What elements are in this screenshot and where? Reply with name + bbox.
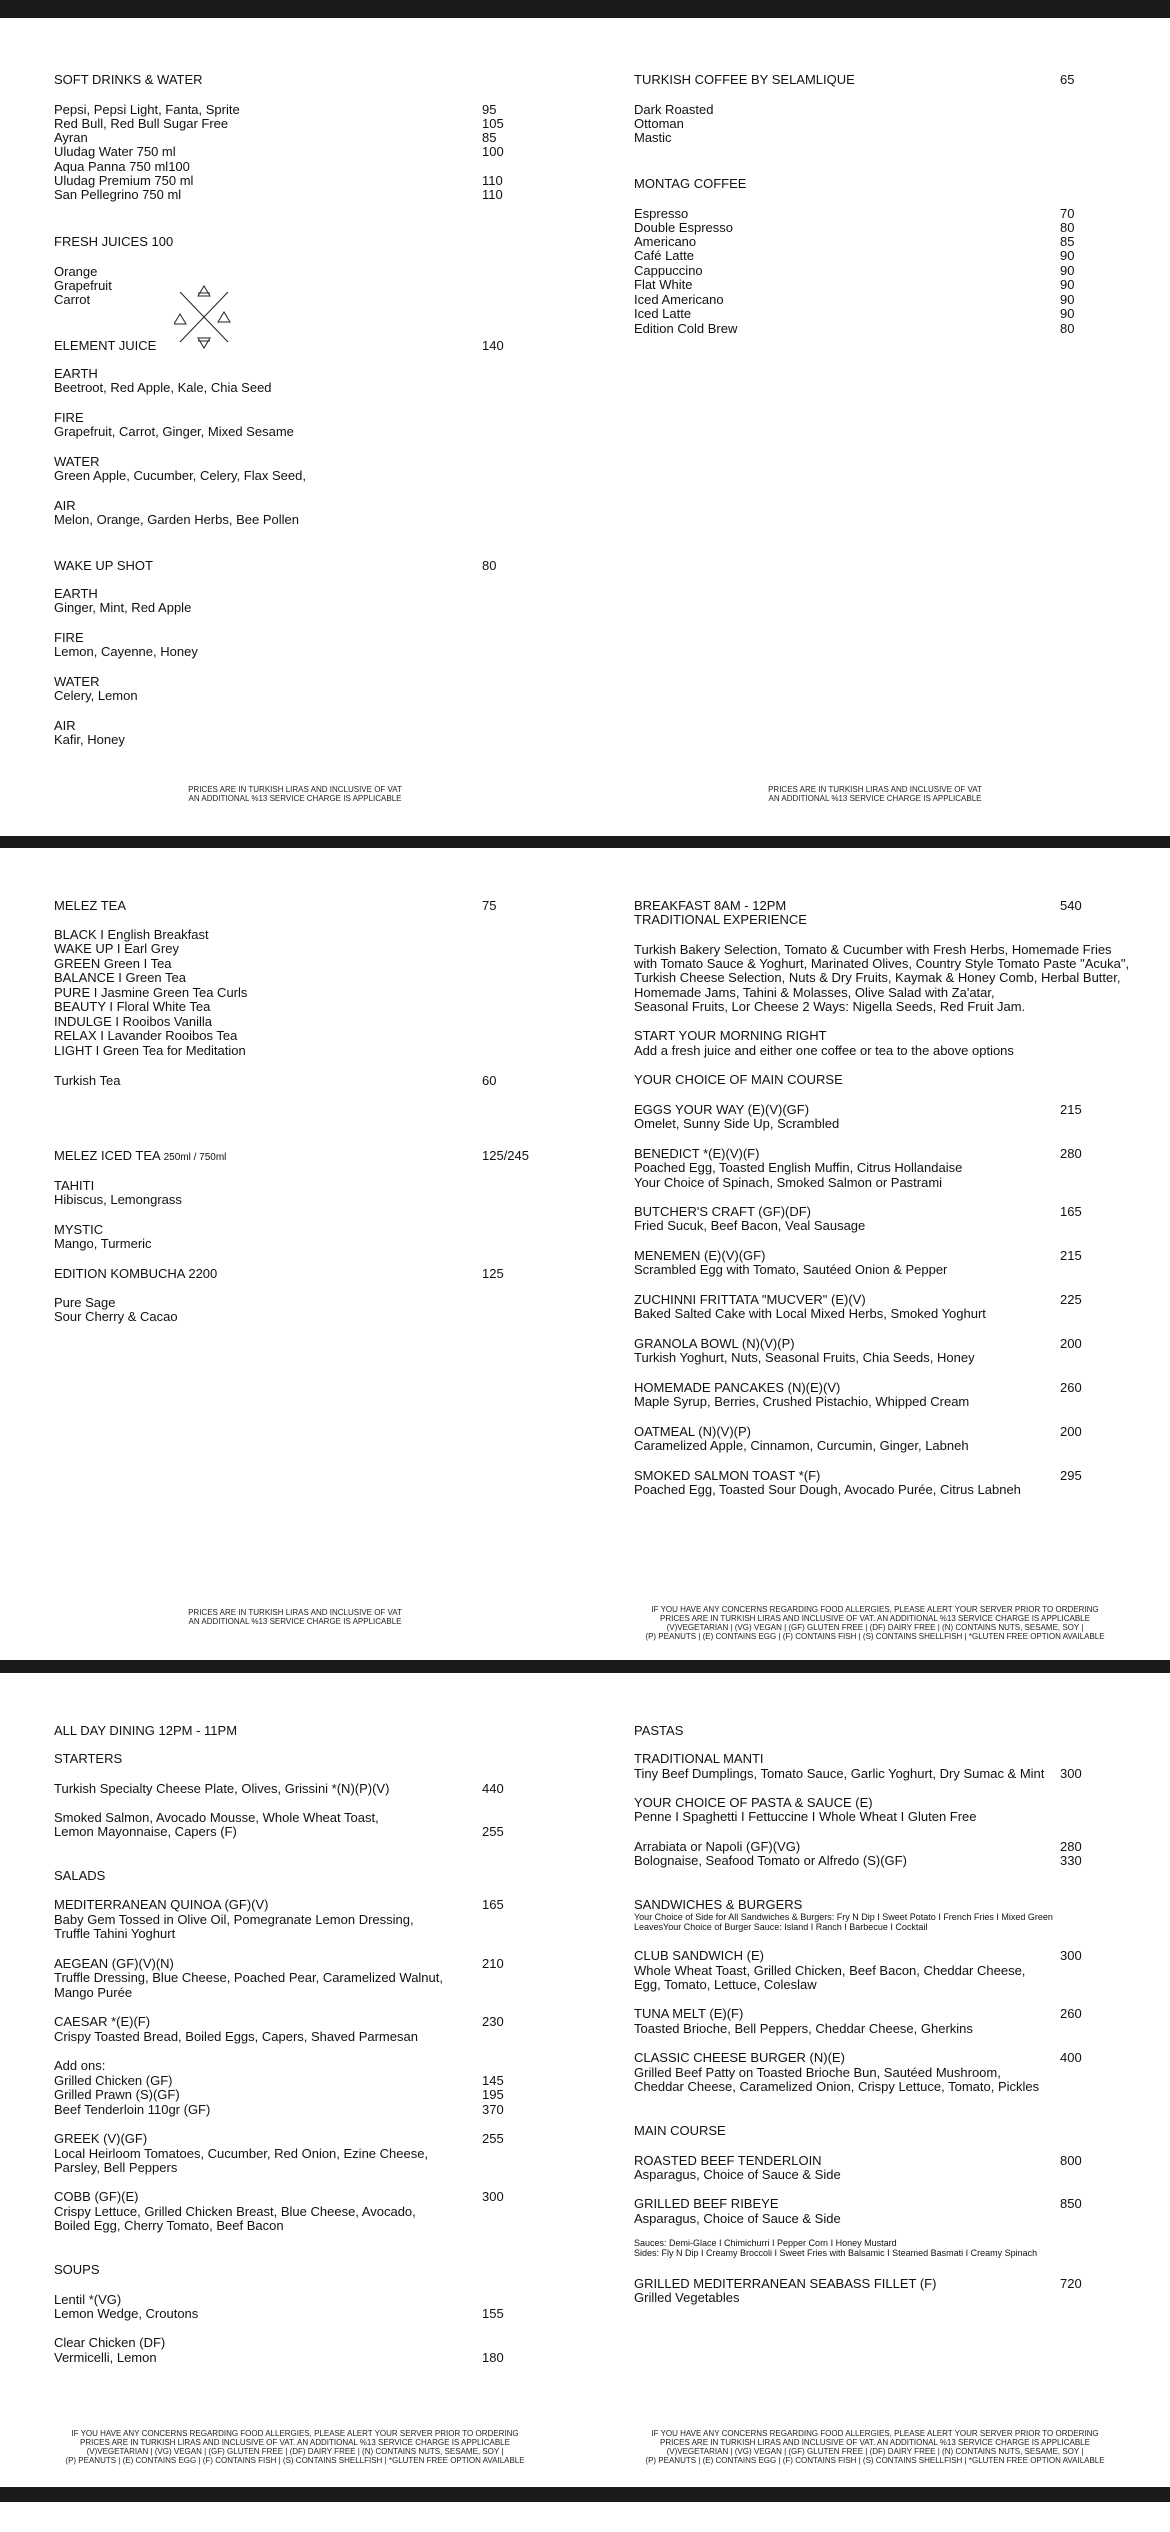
item-price: 100 xyxy=(482,144,504,159)
note: Sauces: Demi-Glace I Chimichurri I Pepper Corn I Honey Mustard xyxy=(634,2238,897,2248)
footer-line: (V)VEGETARIAN | (VG) VEGAN | (GF) GLUTEN FREE | (DF) DAIRY FREE | (N) CONTAINS NUTS, SESAME, SOY | xyxy=(666,1623,1084,1632)
item-price: 90 xyxy=(1060,248,1075,263)
menu-item: San Pellegrino 750 ml xyxy=(54,187,182,202)
item-desc: Tiny Beef Dumplings, Tomato Sauce, Garlic Yoghurt, Dry Sumac & Mint xyxy=(634,1766,1045,1781)
footer-line: (V)VEGETARIAN | (VG) VEGAN | (GF) GLUTEN FREE | (DF) DAIRY FREE | (N) CONTAINS NUTS, SESAME, SOY | xyxy=(666,2447,1084,2456)
item-name: EGGS YOUR WAY (E)(V)(GF) xyxy=(634,1102,810,1117)
menu-item: Bolognaise, Seafood Tomato or Alfredo (S)(GF) xyxy=(634,1853,907,1868)
item-price: 200 xyxy=(1060,1336,1082,1351)
item-desc: Ginger, Mint, Red Apple xyxy=(54,600,192,615)
item-desc: Crispy Lettuce, Grilled Chicken Breast, Blue Cheese, Avocado, xyxy=(54,2204,416,2219)
item-price: 370 xyxy=(482,2102,504,2117)
item-price: 90 xyxy=(1060,277,1075,292)
item-desc: Poached Egg, Toasted English Muffin, Citrus Hollandaise xyxy=(634,1160,963,1175)
section-title-montag: MONTAG COFFEE xyxy=(634,176,747,191)
item-desc: Asparagus, Choice of Sauce & Side xyxy=(634,2167,841,2182)
item-desc: Mango Purée xyxy=(54,1985,133,2000)
item-name: WATER xyxy=(54,674,100,689)
item-price: 255 xyxy=(482,2131,504,2146)
menu-page-tea-breakfast xyxy=(0,848,1170,1660)
item-name: EARTH xyxy=(54,366,98,381)
item-price: 280 xyxy=(1060,1839,1082,1854)
menu-item: Edition Cold Brew xyxy=(634,321,738,336)
item-price: 125/245 xyxy=(482,1148,529,1163)
item-desc: Toasted Brioche, Bell Peppers, Cheddar Cheese, Gherkins xyxy=(634,2021,973,2036)
item-price: 280 xyxy=(1060,1146,1082,1161)
item-price: 215 xyxy=(1060,1248,1082,1263)
section-title-turkish-coffee: TURKISH COFFEE BY SELAMLIQUE xyxy=(634,72,855,87)
item-desc: Mango, Turmeric xyxy=(54,1236,152,1251)
item-price: 850 xyxy=(1060,2196,1082,2211)
menu-item: Ottoman xyxy=(634,116,684,131)
menu-item: RELAX I Lavander Rooibos Tea xyxy=(54,1028,238,1043)
section-title-iced-tea xyxy=(54,1148,226,1165)
item-name: GRANOLA BOWL (N)(V)(P) xyxy=(634,1336,795,1351)
item-price: 140 xyxy=(482,338,504,353)
item-desc: Turkish Bakery Selection, Tomato & Cucumber with Fresh Herbs, Homemade Fries xyxy=(634,942,1112,957)
footer-line: PRICES ARE IN TURKISH LIRAS AND INCLUSIVE OF VAT xyxy=(768,785,982,794)
item-price: 145 xyxy=(482,2073,504,2088)
menu-item: Ayran xyxy=(54,130,88,145)
item-desc: Lemon Wedge, Croutons xyxy=(54,2306,199,2321)
item-name: CLUB SANDWICH (E) xyxy=(634,1948,765,1963)
footer-line: PRICES ARE IN TURKISH LIRAS AND INCLUSIVE OF VAT. AN ADDITIONAL %13 SERVICE CHARGE IS APPLICABLE xyxy=(660,1614,1090,1623)
menu-item: Americano xyxy=(634,234,697,249)
item-name: MENEMEN (E)(V)(GF) xyxy=(634,1248,766,1263)
item-price: 60 xyxy=(482,1073,497,1088)
footer-line: AN ADDITIONAL %13 SERVICE CHARGE IS APPLICABLE xyxy=(768,794,982,803)
item-price: 65 xyxy=(1060,72,1075,87)
item-desc: Parsley, Bell Peppers xyxy=(54,2160,178,2175)
item-desc: Add a fresh juice and either one coffee or tea to the above options xyxy=(634,1043,1014,1058)
footer-line: IF YOU HAVE ANY CONCERNS REGARDING FOOD ALLERGIES, PLEASE ALERT YOUR SERVER PRIOR TO ORDERING xyxy=(651,2429,1099,2438)
iced-tea-title: MELEZ ICED TEA xyxy=(54,1148,160,1163)
item-price: 80 xyxy=(1060,220,1075,235)
menu-item: Dark Roasted xyxy=(634,102,714,117)
menu-item: Pure Sage xyxy=(54,1295,116,1310)
menu-item: Espresso xyxy=(634,206,689,221)
menu-item: Mastic xyxy=(634,130,672,145)
item-price: 105 xyxy=(482,116,504,131)
section-title-soups: SOUPS xyxy=(54,2262,100,2277)
menu-item: Iced Latte xyxy=(634,306,692,321)
item-name: MYSTIC xyxy=(54,1222,104,1237)
item-desc: Caramelized Apple, Cinnamon, Curcumin, Ginger, Labneh xyxy=(634,1438,969,1453)
menu-item: Turkish Tea xyxy=(54,1073,121,1088)
menu-item: Carrot xyxy=(54,292,91,307)
footer-line: PRICES ARE IN TURKISH LIRAS AND INCLUSIVE OF VAT. AN ADDITIONAL %13 SERVICE CHARGE IS APPLICABLE xyxy=(80,2438,510,2447)
item-price: 80 xyxy=(1060,321,1075,336)
item-desc: Cheddar Cheese, Caramelized Onion, Crispy Lettuce, Tomato, Pickles xyxy=(634,2079,1040,2094)
section-title-salads: SALADS xyxy=(54,1868,106,1883)
menu-item: BLACK I English Breakfast xyxy=(54,927,209,942)
item-name: Lentil *(VG) xyxy=(54,2292,122,2307)
item-price: 180 xyxy=(482,2350,504,2365)
footer-line: (V)VEGETARIAN | (VG) VEGAN | (GF) GLUTEN FREE | (DF) DAIRY FREE | (N) CONTAINS NUTS, SESAME, SOY | xyxy=(86,2447,504,2456)
footer-line: PRICES ARE IN TURKISH LIRAS AND INCLUSIVE OF VAT xyxy=(188,1608,402,1617)
footer-line: (P) PEANUTS | (E) CONTAINS EGG | (F) CONTAINS FISH | (S) CONTAINS SHELLFISH | *GLUTEN FREE OPTION AVAILABLE xyxy=(645,2456,1105,2465)
item-desc: Your Choice of Spinach, Smoked Salmon or Pastrami xyxy=(634,1175,943,1190)
section-title-soft-drinks: SOFT DRINKS & WATER xyxy=(54,72,203,87)
section-title-wake-up: WAKE UP SHOT xyxy=(54,558,153,573)
item-name: FIRE xyxy=(54,410,84,425)
item-price: 200 xyxy=(1060,1424,1082,1439)
menu-item: Grilled Chicken (GF) xyxy=(54,2073,173,2088)
item-desc: Grapefruit, Carrot, Ginger, Mixed Sesame xyxy=(54,424,294,439)
menu-item: Iced Americano xyxy=(634,292,724,307)
item-name: GRILLED MEDITERRANEAN SEABASS FILLET (F) xyxy=(634,2276,937,2291)
item-desc: Truffle Dressing, Blue Cheese, Poached Pear, Caramelized Walnut, xyxy=(54,1970,443,1985)
allergy-footer xyxy=(50,2429,540,2465)
menu-item: BEAUTY I Floral White Tea xyxy=(54,999,211,1014)
item-price: 95 xyxy=(482,102,497,117)
item-desc: Baked Salted Cake with Local Mixed Herbs, Smoked Yoghurt xyxy=(634,1306,986,1321)
item-desc: Lemon, Cayenne, Honey xyxy=(54,644,198,659)
item-name: MEDITERRANEAN QUINOA (GF)(V) xyxy=(54,1897,269,1912)
menu-page-all-day-dining xyxy=(0,1673,1170,2487)
iced-tea-sizes: 250ml / 750ml xyxy=(163,1152,227,1163)
item-price: 215 xyxy=(1060,1102,1082,1117)
section-title-breakfast: BREAKFAST 8AM - 12PM xyxy=(634,898,787,913)
item-desc: with Tomato Sauce & Yoghurt, Marinated Olives, Country Style Tomato Paste "Acuka", xyxy=(634,956,1130,971)
item-desc: Grilled Beef Patty on Toasted Brioche Bun, Sautéed Mushroom, xyxy=(634,2065,1001,2080)
item-price: 300 xyxy=(1060,1948,1082,1963)
item-price: 540 xyxy=(1060,898,1082,913)
item-desc: Celery, Lemon xyxy=(54,688,138,703)
addons-title: Add ons: xyxy=(54,2058,106,2073)
vat-footer xyxy=(715,785,1035,803)
item-price: 155 xyxy=(482,2306,504,2321)
footer-line: (P) PEANUTS | (E) CONTAINS EGG | (F) CONTAINS FISH | (S) CONTAINS SHELLFISH | *GLUTEN FREE OPTION AVAILABLE xyxy=(645,1632,1105,1641)
section-title-pastas: PASTAS xyxy=(634,1723,684,1738)
item-name: TRADITIONAL MANTI xyxy=(634,1751,764,1766)
item-name: ROASTED BEEF TENDERLOIN xyxy=(634,2153,822,2168)
footer-line: PRICES ARE IN TURKISH LIRAS AND INCLUSIVE OF VAT xyxy=(188,785,402,794)
item-name: GRILLED BEEF RIBEYE xyxy=(634,2196,779,2211)
item-price: 90 xyxy=(1060,306,1075,321)
item-price: 125 xyxy=(482,1266,504,1281)
item-price: 230 xyxy=(482,2014,504,2029)
footer-line: AN ADDITIONAL %13 SERVICE CHARGE IS APPLICABLE xyxy=(188,794,402,803)
menu-item: WAKE UP I Earl Grey xyxy=(54,941,179,956)
note: LeavesYour Choice of Burger Sauce: Island I Ranch I Barbecue I Cocktail xyxy=(634,1922,928,1932)
item-price: 720 xyxy=(1060,2276,1082,2291)
item-desc: Scrambled Egg with Tomato, Sautéed Onion & Pepper xyxy=(634,1262,948,1277)
item-price: 440 xyxy=(482,1781,504,1796)
item-price: 195 xyxy=(482,2087,504,2102)
item-desc: Melon, Orange, Garden Herbs, Bee Pollen xyxy=(54,512,299,527)
menu-item: Double Espresso xyxy=(634,220,733,235)
subsection-title: START YOUR MORNING RIGHT xyxy=(634,1028,827,1043)
item-name: CAESAR *(E)(F) xyxy=(54,2014,151,2029)
item-name: OATMEAL (N)(V)(P) xyxy=(634,1424,751,1439)
item-desc: Asparagus, Choice of Sauce & Side xyxy=(634,2211,841,2226)
item-price: 165 xyxy=(482,1897,504,1912)
item-name: FIRE xyxy=(54,630,84,645)
menu-item: Smoked Salmon, Avocado Mousse, Whole Wheat Toast, xyxy=(54,1810,379,1825)
menu-item: Grilled Prawn (S)(GF) xyxy=(54,2087,180,2102)
menu-item: Pepsi, Pepsi Light, Fanta, Sprite xyxy=(54,102,240,117)
vat-footer xyxy=(135,785,455,803)
item-price: 295 xyxy=(1060,1468,1082,1483)
item-desc: Boiled Egg, Cherry Tomato, Beef Bacon xyxy=(54,2218,284,2233)
item-desc: Grilled Vegetables xyxy=(634,2290,740,2305)
item-name: AEGEAN (GF)(V)(N) xyxy=(54,1956,174,1971)
item-desc: Maple Syrup, Berries, Crushed Pistachio, Whipped Cream xyxy=(634,1394,970,1409)
item-desc: Turkish Cheese Selection, Nuts & Dry Fruits, Kaymak & Honey Comb, Herbal Butter, xyxy=(634,970,1121,985)
section-title-kombucha: EDITION KOMBUCHA 2200 xyxy=(54,1266,218,1281)
subsection-title: YOUR CHOICE OF PASTA & SAUCE (E) xyxy=(634,1795,873,1810)
section-title-starters: STARTERS xyxy=(54,1751,123,1766)
item-price: 75 xyxy=(482,898,497,913)
subsection-title: YOUR CHOICE OF MAIN COURSE xyxy=(634,1072,843,1087)
item-price: 90 xyxy=(1060,292,1075,307)
item-price: 300 xyxy=(1060,1766,1082,1781)
item-name: BUTCHER'S CRAFT (GF)(DF) xyxy=(634,1204,812,1219)
footer-line: IF YOU HAVE ANY CONCERNS REGARDING FOOD ALLERGIES, PLEASE ALERT YOUR SERVER PRIOR TO ORDERING xyxy=(651,1605,1099,1614)
section-title-melez-tea: MELEZ TEA xyxy=(54,898,127,913)
footer-line: PRICES ARE IN TURKISH LIRAS AND INCLUSIVE OF VAT. AN ADDITIONAL %13 SERVICE CHARGE IS APPLICABLE xyxy=(660,2438,1090,2447)
item-desc: Poached Egg, Toasted Sour Dough, Avocado Purée, Citrus Labneh xyxy=(634,1482,1021,1497)
menu-item: Orange xyxy=(54,264,98,279)
section-title-sandwiches: SANDWICHES & BURGERS xyxy=(634,1897,803,1912)
section-title-element-juice: ELEMENT JUICE xyxy=(54,338,157,353)
item-desc: Seasonal Fruits, Lor Cheese 2 Ways: Nigella Seeds, Red Fruit Jam. xyxy=(634,999,1026,1014)
menu-page-next xyxy=(0,2502,1170,2532)
item-desc: Truffle Tahini Yoghurt xyxy=(54,1926,176,1941)
item-desc: Hibiscus, Lemongrass xyxy=(54,1192,182,1207)
item-name: TUNA MELT (E)(F) xyxy=(634,2006,744,2021)
item-name: TAHITI xyxy=(54,1178,95,1193)
menu-item: PURE I Jasmine Green Tea Curls xyxy=(54,985,248,1000)
menu-item: INDULGE I Rooibos Vanilla xyxy=(54,1014,212,1029)
item-price: 300 xyxy=(482,2189,504,2204)
item-desc: Green Apple, Cucumber, Celery, Flax Seed, xyxy=(54,468,306,483)
item-desc: Baby Gem Tossed in Olive Oil, Pomegranate Lemon Dressing, xyxy=(54,1912,414,1927)
menu-item: Uludag Water 750 ml xyxy=(54,144,176,159)
menu-item: Beef Tenderloin 110gr (GF) xyxy=(54,2102,211,2117)
item-name: Clear Chicken (DF) xyxy=(54,2335,166,2350)
allergy-footer xyxy=(630,1605,1120,1641)
item-price: 255 xyxy=(482,1824,504,1839)
item-price: 800 xyxy=(1060,2153,1082,2168)
section-subtitle: TRADITIONAL EXPERIENCE xyxy=(634,912,807,927)
item-name: COBB (GF)(E) xyxy=(54,2189,139,2204)
item-desc: Egg, Tomato, Lettuce, Coleslaw xyxy=(634,1977,817,1992)
item-desc: Turkish Yoghurt, Nuts, Seasonal Fruits, Chia Seeds, Honey xyxy=(634,1350,975,1365)
item-price: 110 xyxy=(482,173,503,188)
item-price: 165 xyxy=(1060,1204,1082,1219)
item-price: 85 xyxy=(1060,234,1075,249)
vat-footer xyxy=(135,1608,455,1626)
item-desc: Fried Sucuk, Beef Bacon, Veal Sausage xyxy=(634,1218,866,1233)
menu-item: Cappuccino xyxy=(634,263,703,278)
item-name: CLASSIC CHEESE BURGER (N)(E) xyxy=(634,2050,845,2065)
note: Sides: Fly N Dip I Creamy Broccoli I Sweet Fries with Balsamic I Steamed Basmati I Creamy Spinach xyxy=(634,2248,1038,2258)
item-desc: Beetroot, Red Apple, Kale, Chia Seed xyxy=(54,380,272,395)
item-desc: Penne I Spaghetti I Fettuccine I Whole Wheat I Gluten Free xyxy=(634,1809,977,1824)
item-name: EARTH xyxy=(54,586,98,601)
item-desc: Vermicelli, Lemon xyxy=(54,2350,157,2365)
menu-item: Red Bull, Red Bull Sugar Free xyxy=(54,116,229,131)
menu-item: LIGHT I Green Tea for Meditation xyxy=(54,1043,246,1058)
menu-item: Lemon Mayonnaise, Capers (F) xyxy=(54,1824,237,1839)
item-name: GREEK (V)(GF) xyxy=(54,2131,148,2146)
item-name: WATER xyxy=(54,454,100,469)
menu-item: Arrabiata or Napoli (GF)(VG) xyxy=(634,1839,801,1854)
item-price: 210 xyxy=(482,1956,504,1971)
item-price: 260 xyxy=(1060,1380,1082,1395)
item-desc: Crispy Toasted Bread, Boiled Eggs, Capers, Shaved Parmesan xyxy=(54,2029,418,2044)
item-price: 110 xyxy=(482,187,503,202)
menu-page-drinks xyxy=(0,18,1170,836)
allergy-footer xyxy=(630,2429,1120,2465)
item-desc: Local Heirloom Tomatoes, Cucumber, Red Onion, Ezine Cheese, xyxy=(54,2146,429,2161)
menu-item: Grapefruit xyxy=(54,278,112,293)
item-price: 80 xyxy=(482,558,497,573)
item-desc: Whole Wheat Toast, Grilled Chicken, Beef Bacon, Cheddar Cheese, xyxy=(634,1963,1026,1978)
item-desc: Homemade Jams, Tahini & Molasses, Olive Salad with Za'atar, xyxy=(634,985,995,1000)
item-name: BENEDICT *(E)(V)(F) xyxy=(634,1146,760,1161)
item-price: 330 xyxy=(1060,1853,1082,1868)
item-desc: Kafir, Honey xyxy=(54,732,125,747)
menu-item: Uludag Premium 750 ml xyxy=(54,173,194,188)
menu-item: Flat White xyxy=(634,277,693,292)
item-price: 260 xyxy=(1060,2006,1082,2021)
item-price: 400 xyxy=(1060,2050,1082,2065)
item-name: AIR xyxy=(54,718,76,733)
section-title-main-course: MAIN COURSE xyxy=(634,2123,726,2138)
elements-symbol-icon xyxy=(174,284,234,350)
item-price: 85 xyxy=(482,130,497,145)
section-title-fresh-juices: FRESH JUICES 100 xyxy=(54,234,174,249)
item-name: SMOKED SALMON TOAST *(F) xyxy=(634,1468,821,1483)
footer-line: (P) PEANUTS | (E) CONTAINS EGG | (F) CONTAINS FISH | (S) CONTAINS SHELLFISH | *GLUTEN FREE OPTION AVAILABLE xyxy=(65,2456,525,2465)
note: Your Choice of Side for All Sandwiches & Burgers: Fry N Dip I Sweet Potato I French Fries I Mixed Green xyxy=(634,1912,1053,1922)
item-desc: Omelet, Sunny Side Up, Scrambled xyxy=(634,1116,840,1131)
menu-item: BALANCE I Green Tea xyxy=(54,970,186,985)
page-title: ALL DAY DINING 12PM - 11PM xyxy=(54,1723,238,1738)
footer-line: AN ADDITIONAL %13 SERVICE CHARGE IS APPLICABLE xyxy=(188,1617,402,1626)
item-name: HOMEMADE PANCAKES (N)(E)(V) xyxy=(634,1380,841,1395)
menu-item: GREEN Green I Tea xyxy=(54,956,172,971)
item-price: 90 xyxy=(1060,263,1075,278)
menu-item: Aqua Panna 750 ml100 xyxy=(54,159,190,174)
item-name: ZUCHINNI FRITTATA "MUCVER" (E)(V) xyxy=(634,1292,866,1307)
footer-line: IF YOU HAVE ANY CONCERNS REGARDING FOOD ALLERGIES, PLEASE ALERT YOUR SERVER PRIOR TO ORDERING xyxy=(71,2429,519,2438)
menu-item: Turkish Specialty Cheese Plate, Olives, Grissini *(N)(P)(V) xyxy=(54,1781,390,1796)
item-price: 70 xyxy=(1060,206,1075,221)
item-name: AIR xyxy=(54,498,76,513)
menu-item: Sour Cherry & Cacao xyxy=(54,1309,178,1324)
menu-item: Café Latte xyxy=(634,248,694,263)
item-price: 225 xyxy=(1060,1292,1082,1307)
